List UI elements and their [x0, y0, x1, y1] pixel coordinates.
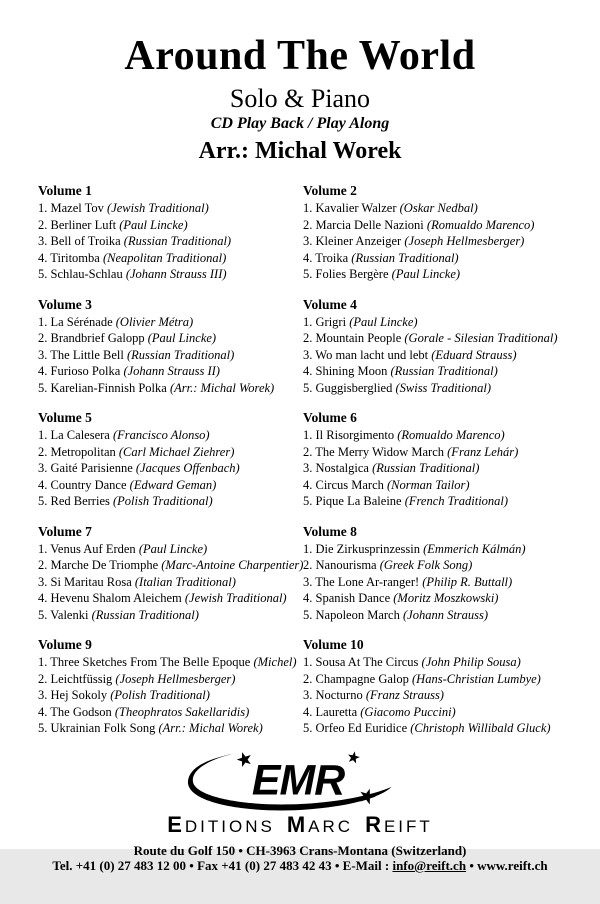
- track-composer: (Neapolitan Traditional): [102, 250, 227, 265]
- track-composer: (Norman Tailor): [387, 477, 470, 492]
- track-name: 2. Nanourisma: [303, 558, 380, 573]
- track-name: 3. Wo man lacht und lebt: [303, 347, 432, 362]
- track-composer: (Marc-Antoine Charpentier): [161, 558, 304, 573]
- format-note: CD Play Back / Play Along: [210, 115, 390, 133]
- track-name: 4. Furioso Polka: [38, 364, 124, 379]
- track-name: 4. Spanish Dance: [303, 591, 394, 606]
- emr-logo: [188, 750, 412, 812]
- track-line: [303, 444, 582, 461]
- track-line: [303, 314, 582, 331]
- track-name: 4. Lauretta: [303, 704, 361, 719]
- track-line: [38, 590, 303, 607]
- track-line: [38, 314, 303, 331]
- track-line: [303, 574, 582, 591]
- track-composer: (Paul Lincke): [138, 541, 208, 556]
- track-name: 5. Karelian-Finnish Polka: [38, 380, 170, 395]
- track-name: 1. Die Zirkusprinzessin: [303, 541, 424, 556]
- track-composer: (Jacques Offenbach): [135, 461, 240, 476]
- email-link[interactable]: info@reift.ch: [392, 857, 467, 873]
- track-composer: (Franz Strauss): [365, 688, 444, 703]
- publisher-name: [0, 812, 600, 838]
- track-line: [38, 347, 303, 364]
- track-line: [303, 266, 582, 283]
- track-line: [303, 200, 582, 217]
- volume-block: [303, 182, 582, 283]
- track-line: [303, 217, 582, 234]
- volume-title: Volume 5: [38, 410, 92, 426]
- track-name: 2. Metropolitan: [38, 444, 119, 459]
- volume-block: [303, 636, 582, 737]
- track-name: 2. Marcia Delle Nazioni: [303, 217, 427, 232]
- track-line: [38, 654, 303, 671]
- track-line: [38, 363, 303, 380]
- track-composer: (Paul Lincke): [391, 267, 461, 282]
- track-line: [303, 427, 582, 444]
- publisher-word: EDITIONS: [167, 811, 275, 837]
- track-name: 1. Sousa At The Circus: [303, 655, 422, 670]
- address-line: Route du Golf 150 • CH-3963 Crans-Montana (Switzerland): [133, 842, 467, 858]
- track-composer: (Paul Lincke): [349, 314, 418, 329]
- track-composer: (Hans-Christian Lumbye): [412, 671, 541, 686]
- track-name: 3. The Little Bell: [38, 347, 127, 362]
- track-composer: (Arr.: Michal Worek): [169, 380, 275, 395]
- track-line: [303, 233, 582, 250]
- track-composer: (Paul Lincke): [119, 217, 188, 232]
- track-composer: (Eduard Strauss): [431, 347, 517, 362]
- contact-prefix: Tel. +41 (0) 27 483 12 00 • Fax +41 (0) 27 483 42 43 • E-Mail :: [52, 857, 393, 873]
- track-name: 4. Troika: [303, 250, 352, 265]
- track-line: [303, 607, 582, 624]
- track-line: [38, 541, 303, 558]
- volume-title: Volume 2: [303, 183, 357, 199]
- track-composer: (Paul Lincke): [147, 331, 217, 346]
- track-line: [303, 460, 582, 477]
- track-composer: (French Traditional): [404, 494, 509, 509]
- track-line: [38, 266, 303, 283]
- track-line: [38, 574, 303, 591]
- volume-block: [303, 296, 582, 397]
- track-name: 2. Leichtfüssig: [38, 671, 116, 686]
- track-composer: (Arr.: Michal Worek): [158, 721, 263, 736]
- track-name: 5. Ukrainian Folk Song: [38, 721, 159, 736]
- track-composer: (Greek Folk Song): [379, 558, 473, 573]
- track-line: [303, 363, 582, 380]
- track-line: [303, 687, 582, 704]
- track-line: [303, 671, 582, 688]
- track-name: 3. Nostalgica: [303, 461, 373, 476]
- volume-title: Volume 9: [38, 637, 92, 653]
- track-composer: (Carl Michael Ziehrer): [118, 444, 235, 459]
- volume-block: [38, 182, 303, 283]
- track-line: [303, 557, 582, 574]
- publisher-footer: [0, 750, 600, 904]
- track-composer: (Polish Traditional): [112, 494, 213, 509]
- track-name: 1. Venus Auf Erden: [38, 541, 139, 556]
- track-composer: (Theophratos Sakellaridis): [114, 704, 250, 719]
- track-composer: (Emmerich Kálmán): [423, 541, 526, 556]
- track-name: 1. Kavalier Walzer: [303, 201, 400, 216]
- track-name: 3. Hej Sokoly: [38, 688, 111, 703]
- track-composer: (Italian Traditional): [134, 574, 236, 589]
- track-composer: (Joseph Hellmesberger): [115, 671, 236, 686]
- track-name: 3. Bell of Troika: [38, 234, 124, 249]
- subtitle: Solo & Piano: [229, 84, 371, 114]
- track-name: 1. Three Sketches From The Belle Epoque: [38, 655, 254, 670]
- track-name: 3. Nocturno: [303, 688, 366, 703]
- track-line: [303, 704, 582, 721]
- page-title: Around The World: [124, 33, 476, 79]
- track-name: 1. Mazel Tov: [38, 201, 108, 216]
- track-line: [303, 380, 582, 397]
- contact-line: [0, 858, 600, 874]
- track-line: [303, 590, 582, 607]
- track-name: 5. Guggisberglied: [303, 380, 396, 395]
- title-block: [0, 0, 600, 165]
- volume-title: Volume 4: [303, 296, 357, 312]
- track-line: [38, 720, 303, 737]
- track-name: 5. Valenki: [38, 607, 92, 622]
- track-name: 1. La Sérénade: [38, 314, 116, 329]
- track-line: [38, 557, 303, 574]
- track-line: [303, 720, 582, 737]
- volume-title: Volume 1: [38, 183, 92, 199]
- track-name: 3. The Lone Ar-ranger!: [303, 574, 423, 589]
- track-name: 5. Napoleon March: [303, 607, 403, 622]
- track-composer: (Christoph Willibald Gluck): [410, 721, 551, 736]
- track-line: [303, 654, 582, 671]
- track-name: 1. Il Risorgimento: [303, 428, 398, 443]
- track-composer: (Russian Traditional): [91, 607, 199, 622]
- track-composer: (Jewish Traditional): [184, 591, 287, 606]
- track-name: 1. Grigri: [303, 314, 350, 329]
- publisher-word: REIFT: [365, 811, 433, 837]
- track-line: [38, 330, 303, 347]
- volume-block: [303, 523, 582, 624]
- track-line: [303, 493, 582, 510]
- track-composer: (Giacomo Puccini): [360, 704, 456, 719]
- volume-block: [38, 296, 303, 397]
- track-line: [38, 460, 303, 477]
- track-composer: (Russian Traditional): [351, 250, 459, 265]
- track-name: 2. Mountain People: [303, 331, 405, 346]
- volume-block: [38, 523, 303, 624]
- track-line: [38, 200, 303, 217]
- track-line: [38, 671, 303, 688]
- track-composer: (Swiss Traditional): [395, 380, 491, 395]
- track-line: [38, 427, 303, 444]
- track-line: [38, 250, 303, 267]
- track-composer: (Johann Strauss): [402, 607, 489, 622]
- volume-title: Volume 7: [38, 523, 92, 539]
- track-name: 4. Hevenu Shalom Aleichem: [38, 591, 185, 606]
- publisher-word: MARC: [286, 811, 354, 837]
- track-composer: (Gorale - Silesian Traditional): [404, 331, 558, 346]
- track-composer: (Romualdo Marenco): [397, 428, 505, 443]
- track-composer: (Russian Traditional): [372, 461, 480, 476]
- volume-block: [303, 409, 582, 510]
- track-name: 4. The Godson: [38, 704, 115, 719]
- track-line: [303, 541, 582, 558]
- track-name: 5. Red Berries: [38, 494, 113, 509]
- track-composer: (Moritz Moszkowski): [393, 591, 499, 606]
- logo-emr-text: EMR: [251, 756, 345, 805]
- track-composer: (Joseph Hellmesberger): [404, 234, 525, 249]
- track-composer: (Francisco Alonso): [112, 428, 210, 443]
- track-composer: (Romualdo Marenco): [426, 217, 535, 232]
- logo-star-top-right-icon: [347, 750, 361, 764]
- track-name: 4. Circus March: [303, 477, 388, 492]
- volume-block: [38, 409, 303, 510]
- track-name: 4. Country Dance: [38, 477, 130, 492]
- track-line: [38, 444, 303, 461]
- track-line: [303, 477, 582, 494]
- track-composer: (Johann Strauss II): [123, 364, 220, 379]
- track-name: 3. Gaité Parisienne: [38, 461, 136, 476]
- track-line: [38, 687, 303, 704]
- track-line: [303, 347, 582, 364]
- track-composer: (Russian Traditional): [390, 364, 498, 379]
- track-name: 5. Schlau-Schlau: [38, 267, 126, 282]
- track-name: 5. Orfeo Ed Euridice: [303, 721, 411, 736]
- track-composer: (Michel): [253, 655, 297, 670]
- track-line: [38, 607, 303, 624]
- contact-suffix: • www.reift.ch: [466, 857, 548, 873]
- track-name: 5. Pique La Baleine: [303, 494, 405, 509]
- volume-block: [38, 636, 303, 737]
- track-line: [38, 217, 303, 234]
- track-composer: (Franz Lehár): [447, 444, 519, 459]
- track-line: [38, 704, 303, 721]
- track-name: 3. Kleiner Anzeiger: [303, 234, 405, 249]
- track-name: 2. Marche De Triomphe: [38, 558, 162, 573]
- track-composer: (Polish Traditional): [110, 688, 210, 703]
- arranger-line: Arr.: Michal Worek: [198, 138, 402, 165]
- track-composer: (Edward Geman): [129, 477, 217, 492]
- track-name: 5. Folies Bergère: [303, 267, 392, 282]
- volume-title: Volume 3: [38, 296, 92, 312]
- volume-title: Volume 8: [303, 523, 357, 539]
- track-name: 2. Champagne Galop: [303, 671, 413, 686]
- track-composer: (John Philip Sousa): [421, 655, 521, 670]
- track-name: 2. Brandbrief Galopp: [38, 331, 148, 346]
- track-name: 4. Tiritomba: [38, 250, 103, 265]
- track-composer: (Philip R. Buttall): [422, 574, 513, 589]
- volume-title: Volume 6: [303, 410, 357, 426]
- track-composer: (Jewish Traditional): [107, 201, 209, 216]
- track-line: [38, 477, 303, 494]
- track-line: [303, 250, 582, 267]
- track-line: [38, 233, 303, 250]
- volume-title: Volume 10: [303, 637, 364, 653]
- track-name: 1. La Calesera: [38, 428, 113, 443]
- track-name: 3. Si Maritau Rosa: [38, 574, 135, 589]
- track-name: 4. Shining Moon: [303, 364, 391, 379]
- track-line: [38, 493, 303, 510]
- track-composer: (Olivier Métra): [115, 314, 194, 329]
- logo-star-top-left-icon: [235, 750, 253, 768]
- track-composer: (Russian Traditional): [127, 347, 235, 362]
- track-line: [303, 330, 582, 347]
- track-composer: (Oskar Nedbal): [399, 201, 478, 216]
- track-composer: (Russian Traditional): [123, 234, 232, 249]
- track-name: 2. The Merry Widow March: [303, 444, 448, 459]
- track-name: 2. Berliner Luft: [38, 217, 120, 232]
- track-line: [38, 380, 303, 397]
- track-composer: (Johann Strauss III): [125, 267, 227, 282]
- volumes-grid: [0, 182, 600, 750]
